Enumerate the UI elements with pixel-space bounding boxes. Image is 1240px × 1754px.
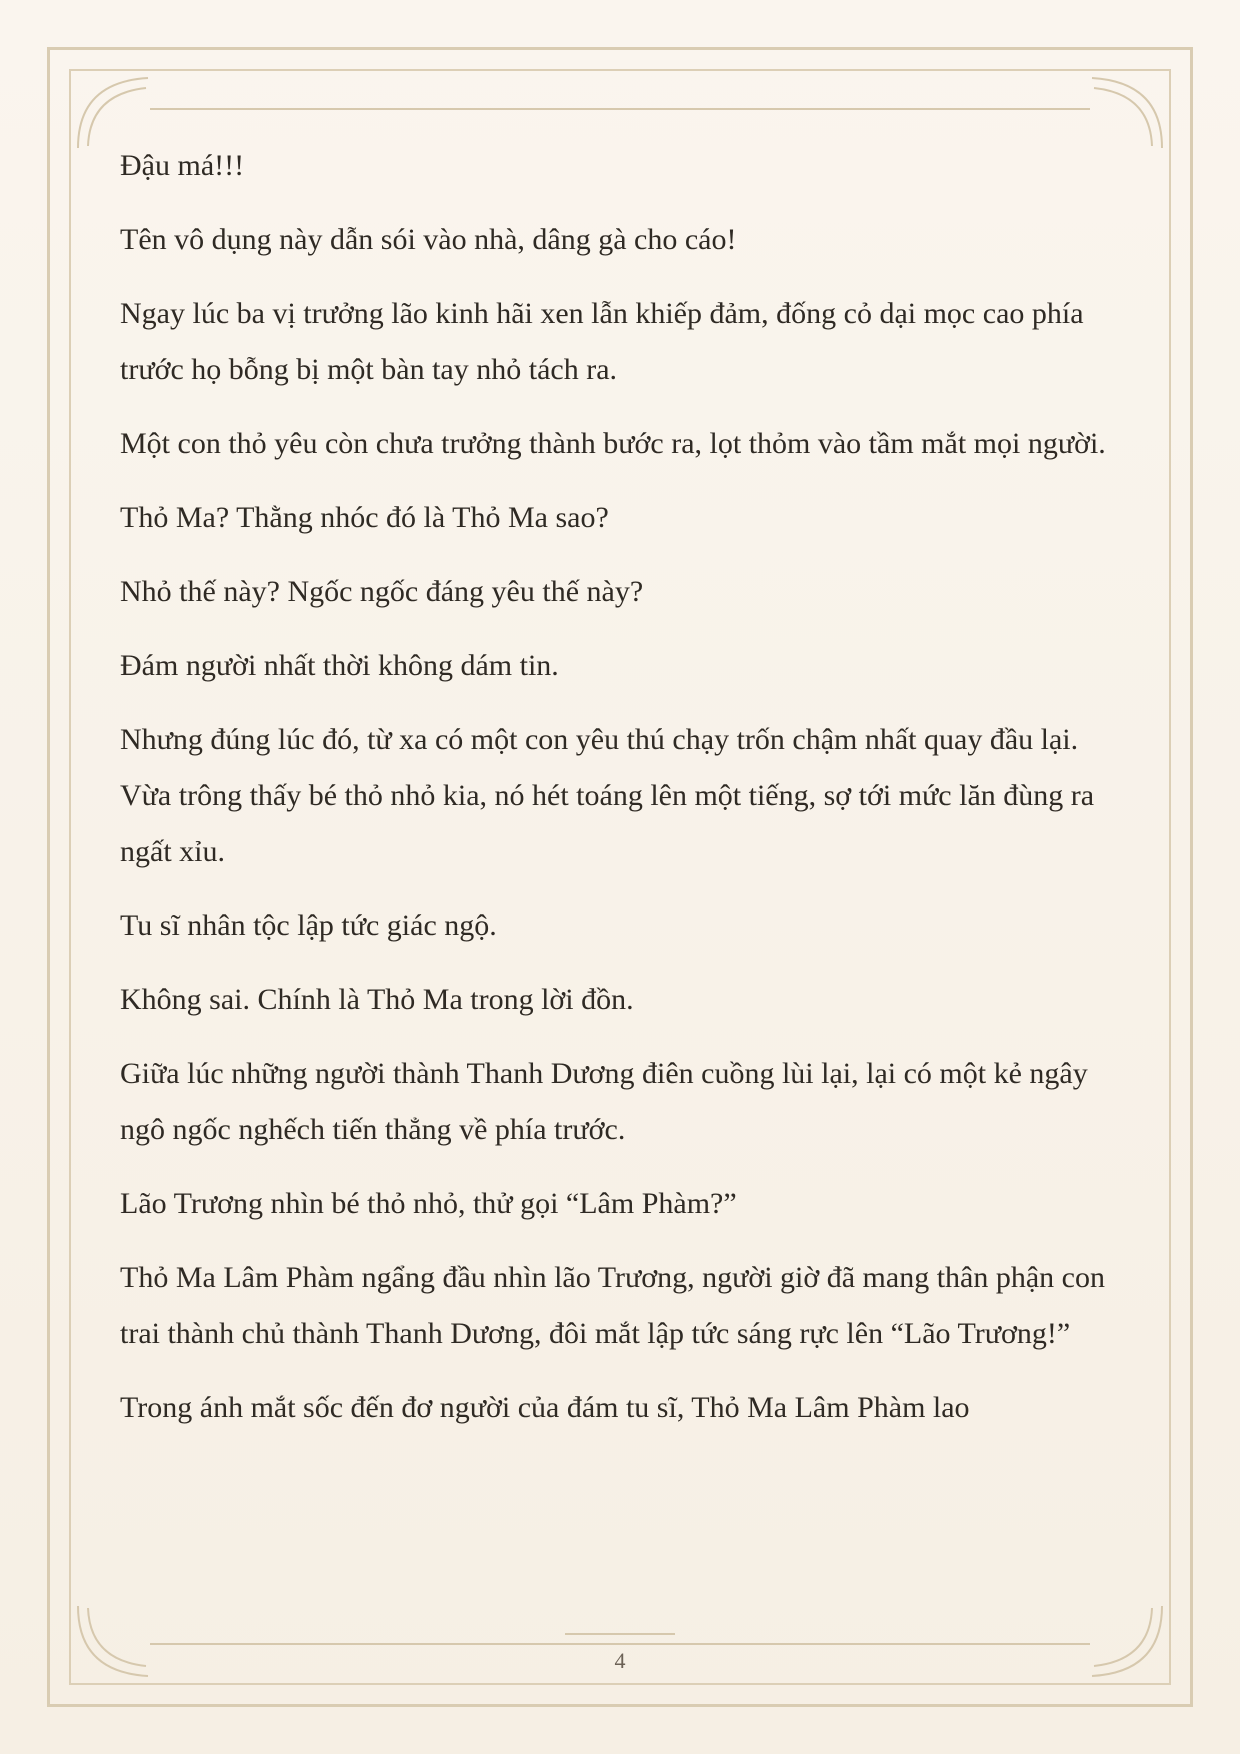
- paragraph: Lão Trương nhìn bé thỏ nhỏ, thử gọi “Lâm Phàm?”: [120, 1187, 737, 1220]
- paragraph: Nhỏ thế này? Ngốc ngốc đáng yêu thế này?: [120, 575, 644, 608]
- paragraph: Tu sĩ nhân tộc lập tức giác ngộ.: [120, 909, 497, 942]
- paragraph: Một con thỏ yêu còn chưa trưởng thành bước ra, lọt thỏm vào tầm mắt mọi người.: [120, 427, 1106, 460]
- paragraph: Đậu má!!!: [120, 149, 245, 182]
- paragraph: Giữa lúc những người thành Thanh Dương điên cuồng lùi lại, lại có một kẻ ngây ngô ngốc nghếch tiến thẳng về phía trước.: [120, 1057, 1088, 1146]
- paragraph: Đám người nhất thời không dám tin.: [120, 649, 559, 682]
- paragraph: Nhưng đúng lúc đó, từ xa có một con yêu thú chạy trốn chậm nhất quay đầu lại. Vừa trông thấy bé thỏ nhỏ kia, nó hét toáng lên một tiếng, sợ tới mức lăn đùng ra ngất xỉu.: [120, 723, 1095, 868]
- paragraph: Thỏ Ma? Thằng nhóc đó là Thỏ Ma sao?: [120, 501, 609, 534]
- paragraph: Ngay lúc ba vị trưởng lão kinh hãi xen lẫn khiếp đảm, đống cỏ dại mọc cao phía trước họ bỗng bị một bàn tay nhỏ tách ra.: [120, 297, 1084, 386]
- paragraph: Thỏ Ma Lâm Phàm ngẩng đầu nhìn lão Trương, người giờ đã mang thân phận con trai thành chủ thành Thanh Dương, đôi mắt lập tức sáng rực lên “Lão Trương!”: [120, 1261, 1105, 1350]
- paragraph: Tên vô dụng này dẫn sói vào nhà, dâng gà cho cáo!: [120, 223, 737, 256]
- body-text: [120, 138, 1130, 1454]
- paragraph: Không sai. Chính là Thỏ Ma trong lời đồn.: [120, 983, 634, 1016]
- page-number: 4: [614, 1648, 626, 1673]
- paragraph: Trong ánh mắt sốc đến đơ người của đám tu sĩ, Thỏ Ma Lâm Phàm lao: [120, 1391, 970, 1424]
